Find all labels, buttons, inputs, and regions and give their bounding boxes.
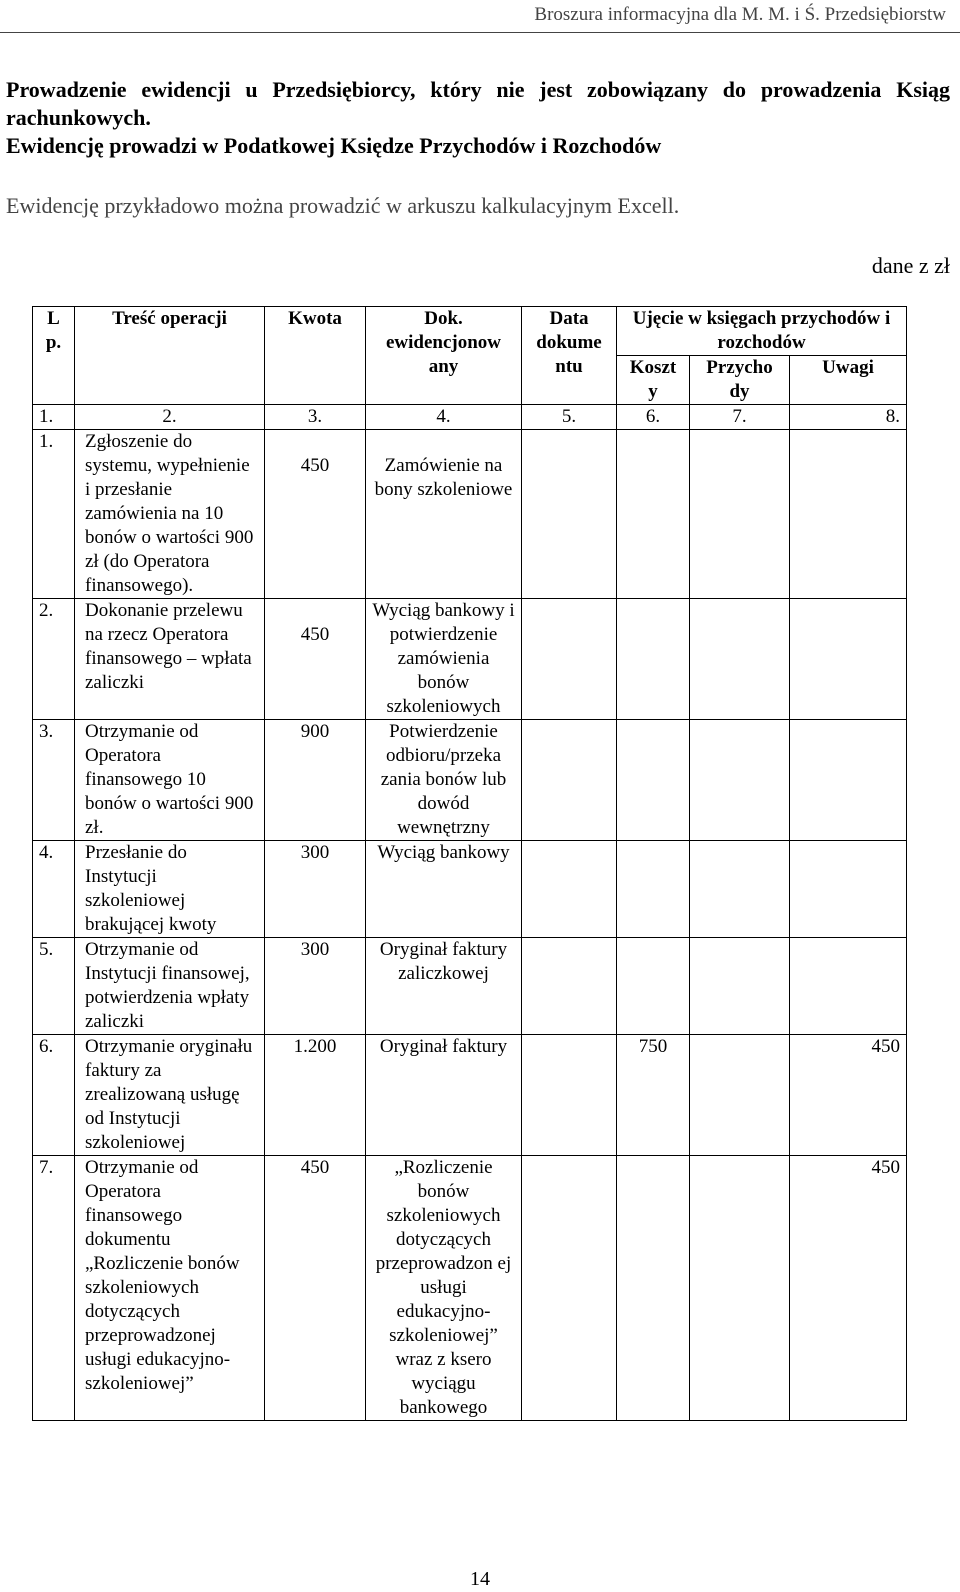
- row-uwagi: [790, 841, 907, 938]
- row-lp: 6.: [33, 1035, 75, 1156]
- row-uwagi: [790, 938, 907, 1035]
- row-koszty: [617, 430, 690, 599]
- colnum-4: 4.: [366, 405, 522, 430]
- header-dok: Dok. ewidencjonow any: [366, 307, 522, 405]
- row-kwota: 300: [265, 841, 366, 938]
- header-kwota: Kwota: [265, 307, 366, 405]
- row-uwagi: 450: [790, 1035, 907, 1156]
- row-koszty: [617, 1156, 690, 1421]
- table-row: [33, 1035, 907, 1156]
- row-data: [522, 1035, 617, 1156]
- document-heading: [6, 76, 950, 160]
- column-number-row: [33, 405, 907, 430]
- row-tresc: Dokonanie przelewu na rzecz Operatora finansowego – wpłata zaliczki: [75, 599, 265, 720]
- row-uwagi: 450: [790, 1156, 907, 1421]
- row-kwota: 450: [265, 599, 366, 720]
- row-przychody: [690, 841, 790, 938]
- row-dok: Zamówienie na bony szkoleniowe: [366, 430, 522, 599]
- heading-line-1: Prowadzenie ewidencji u Przedsiębiorcy, który nie jest zobowiązany do prowadzenia Ksiąg rachunkowych.: [6, 77, 950, 130]
- table-row: [33, 1156, 907, 1421]
- row-kwota: 450: [265, 1156, 366, 1421]
- colnum-2: 2.: [75, 405, 265, 430]
- heading-line-2: Ewidencję prowadzi w Podatkowej Księdze Przychodów i Rozchodów: [6, 133, 662, 158]
- table-row: [33, 430, 907, 599]
- row-tresc: Otrzymanie od Operatora finansowego 10 bonów o wartości 900 zł.: [75, 720, 265, 841]
- header-uwagi: Uwagi: [790, 356, 907, 405]
- row-lp: 3.: [33, 720, 75, 841]
- header-lp: L p.: [33, 307, 75, 405]
- row-przychody: [690, 1035, 790, 1156]
- row-dok: Wyciąg bankowy i potwierdzenie zamówienia bonów szkoleniowych: [366, 599, 522, 720]
- row-dok: Wyciąg bankowy: [366, 841, 522, 938]
- colnum-5: 5.: [522, 405, 617, 430]
- header-tresc: Treść operacji: [75, 307, 265, 405]
- row-data: [522, 599, 617, 720]
- row-dok: Oryginał faktury: [366, 1035, 522, 1156]
- header-przychody: Przycho dy: [690, 356, 790, 405]
- row-koszty: [617, 720, 690, 841]
- header-row-1: [33, 307, 907, 356]
- row-koszty: 750: [617, 1035, 690, 1156]
- table-row: [33, 720, 907, 841]
- page-number: 14: [470, 1568, 490, 1590]
- row-data: [522, 430, 617, 599]
- colnum-3: 3.: [265, 405, 366, 430]
- row-dok: „Rozliczenie bonów szkoleniowych dotyczących przeprowadzon ej usługi edukacyjno-szkoleniowej” wraz z ksero wyciągu bankowego: [366, 1156, 522, 1421]
- row-lp: 2.: [33, 599, 75, 720]
- row-lp: 4.: [33, 841, 75, 938]
- row-przychody: [690, 599, 790, 720]
- row-przychody: [690, 720, 790, 841]
- header-koszty: Koszt y: [617, 356, 690, 405]
- running-header: Broszura informacyjna dla M. M. i Ś. Przedsiębiorstw: [534, 4, 946, 25]
- subtitle: Ewidencję przykładowo można prowadzić w arkuszu kalkulacyjnym Excell.: [6, 193, 680, 218]
- row-data: [522, 841, 617, 938]
- row-przychody: [690, 938, 790, 1035]
- row-kwota: 450: [265, 430, 366, 599]
- row-data: [522, 938, 617, 1035]
- row-tresc: Otrzymanie od Instytucji finansowej, potwierdzenia wpłaty zaliczki: [75, 938, 265, 1035]
- row-tresc: Zgłoszenie do systemu, wypełnienie i przesłanie zamówienia na 10 bonów o wartości 900 zł (do Operatora finansowego).: [75, 430, 265, 599]
- table-row: [33, 841, 907, 938]
- row-tresc: Przesłanie do Instytucji szkoleniowej brakującej kwoty: [75, 841, 265, 938]
- row-kwota: 300: [265, 938, 366, 1035]
- row-koszty: [617, 599, 690, 720]
- row-data: [522, 1156, 617, 1421]
- table-row: [33, 599, 907, 720]
- row-lp: 7.: [33, 1156, 75, 1421]
- row-tresc: Otrzymanie oryginału faktury za zrealizowaną usługę od Instytucji szkoleniowej: [75, 1035, 265, 1156]
- row-kwota: 1.200: [265, 1035, 366, 1156]
- header-ujecie: Ujęcie w księgach przychodów i rozchodów: [617, 307, 907, 356]
- row-kwota: 900: [265, 720, 366, 841]
- row-przychody: [690, 1156, 790, 1421]
- header-rule: [0, 32, 960, 33]
- row-koszty: [617, 938, 690, 1035]
- row-lp: 5.: [33, 938, 75, 1035]
- row-koszty: [617, 841, 690, 938]
- row-lp: 1.: [33, 430, 75, 599]
- colnum-8: 8.: [790, 405, 907, 430]
- row-uwagi: [790, 720, 907, 841]
- units-note: dane z zł: [871, 253, 950, 278]
- row-przychody: [690, 430, 790, 599]
- ledger-body: [33, 430, 907, 1421]
- row-tresc: Otrzymanie od Operatora finansowego dokumentu „Rozliczenie bonów szkoleniowych dotyczących przeprowadzonej usługi edukacyjno-szkoleniowej”: [75, 1156, 265, 1421]
- row-dok: Potwierdzenie odbioru/przeka zania bonów lub dowód wewnętrzny: [366, 720, 522, 841]
- row-data: [522, 720, 617, 841]
- colnum-7: 7.: [690, 405, 790, 430]
- table-row: [33, 938, 907, 1035]
- header-data: Data dokume ntu: [522, 307, 617, 405]
- row-dok: Oryginał faktury zaliczkowej: [366, 938, 522, 1035]
- row-uwagi: [790, 599, 907, 720]
- colnum-6: 6.: [617, 405, 690, 430]
- row-uwagi: [790, 430, 907, 599]
- ledger-table: [32, 306, 907, 1421]
- colnum-1: 1.: [33, 405, 75, 430]
